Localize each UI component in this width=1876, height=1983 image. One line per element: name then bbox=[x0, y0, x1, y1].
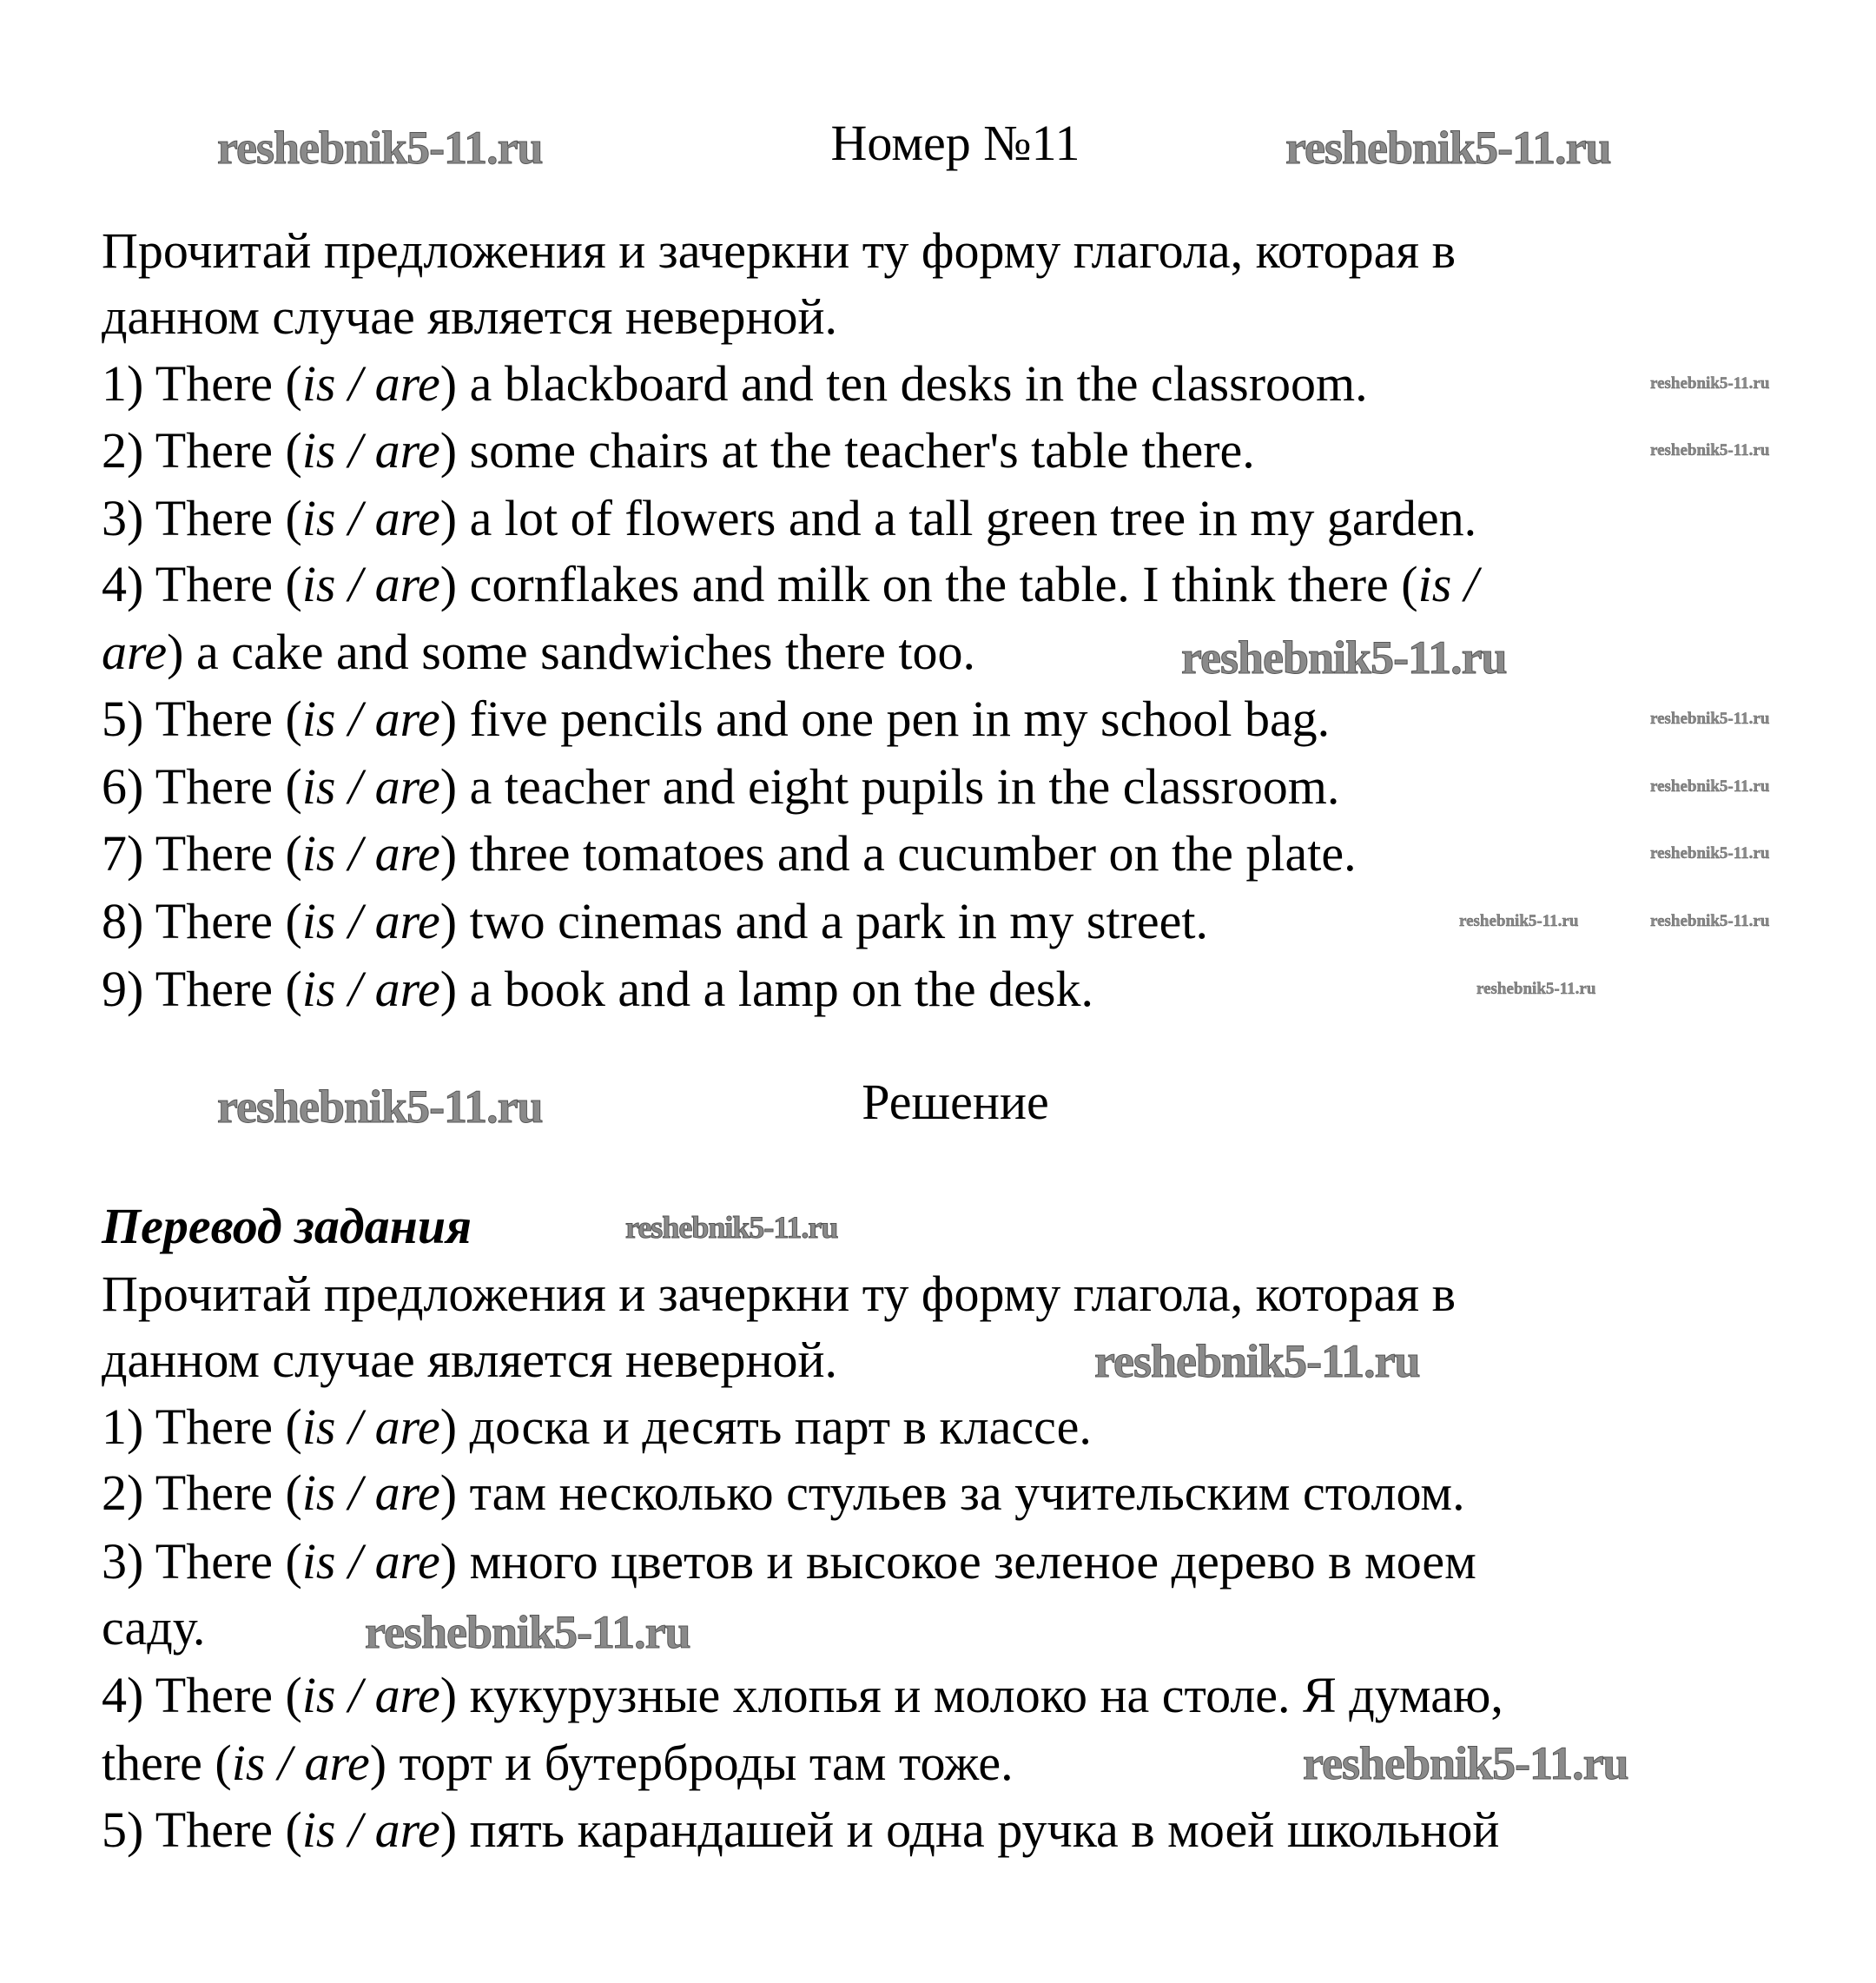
text-segment: 5) There ( bbox=[102, 1801, 302, 1858]
text-segment: ) some chairs at the teacher's table there. bbox=[439, 422, 1255, 479]
verb-choice: is / are bbox=[301, 1667, 440, 1723]
watermark: reshebnik5-11.ru bbox=[1650, 374, 1770, 393]
verb-choice: is / are bbox=[301, 825, 440, 882]
text-segment: 3) There ( bbox=[102, 490, 302, 546]
watermark: reshebnik5-11.ru bbox=[1303, 1737, 1628, 1789]
verb-choice: is / are bbox=[301, 961, 440, 1017]
watermark: reshebnik5-11.ru bbox=[1650, 777, 1770, 796]
text-segment: ) доска и десять парт в классе. bbox=[439, 1398, 1092, 1455]
text-segment: ) a cake and some sandwiches there too. bbox=[167, 624, 976, 680]
text-segment: 1) There ( bbox=[102, 1398, 302, 1455]
verb-choice: is / are bbox=[301, 355, 440, 412]
text-segment: 2) There ( bbox=[102, 422, 302, 479]
watermark: reshebnik5-11.ru bbox=[1650, 710, 1770, 728]
watermark: reshebnik5-11.ru bbox=[1459, 912, 1579, 930]
watermark: reshebnik5-11.ru bbox=[1285, 122, 1611, 174]
task-line bbox=[102, 689, 1330, 750]
text-segment: ) там несколько стульев за учительским столом. bbox=[439, 1464, 1465, 1521]
translation-heading: Перевод задания bbox=[102, 1198, 472, 1254]
translation-line bbox=[102, 1397, 1092, 1458]
verb-choice: is / are bbox=[301, 1464, 440, 1521]
translation-line bbox=[102, 1800, 1499, 1861]
text-segment: 3) There ( bbox=[102, 1533, 302, 1590]
verb-choice: are bbox=[102, 624, 168, 680]
text-segment: ) five pencils and one pen in my school bag. bbox=[439, 691, 1331, 747]
verb-choice: is / bbox=[1417, 556, 1478, 612]
task-line bbox=[102, 488, 1476, 549]
task-line bbox=[102, 554, 1478, 615]
text-segment: 2) There ( bbox=[102, 1464, 302, 1521]
task-line bbox=[102, 622, 975, 683]
watermark: reshebnik5-11.ru bbox=[1476, 980, 1596, 998]
translation-line bbox=[102, 1665, 1503, 1726]
task-line bbox=[102, 823, 1357, 884]
watermark: reshebnik5-11.ru bbox=[1650, 441, 1770, 459]
verb-choice: is / are bbox=[301, 1533, 440, 1590]
watermark: reshebnik5-11.ru bbox=[365, 1606, 690, 1658]
task-line bbox=[102, 221, 1456, 281]
watermark: reshebnik5-11.ru bbox=[1650, 844, 1770, 863]
text-segment: ) кукурузные хлопья и молоко на столе. Я думаю, bbox=[439, 1667, 1503, 1723]
text-segment: ) пять карандашей и одна ручка в моей школьной bbox=[439, 1801, 1500, 1858]
text-segment: ) a teacher and eight pupils in the classroom. bbox=[439, 758, 1340, 815]
verb-choice: is / are bbox=[301, 1801, 440, 1858]
verb-choice: is / are bbox=[301, 422, 440, 479]
text-segment: 8) There ( bbox=[102, 893, 302, 949]
verb-choice: is / are bbox=[301, 490, 440, 546]
translation-line bbox=[102, 1463, 1465, 1524]
translation-line bbox=[102, 1597, 205, 1658]
translation-line bbox=[102, 1733, 1014, 1794]
task-line bbox=[102, 757, 1339, 817]
text-segment: Прочитай предложения и зачеркни ту форму глагола, которая в bbox=[102, 1266, 1456, 1322]
text-segment: 1) There ( bbox=[102, 355, 302, 412]
text-segment: 9) There ( bbox=[102, 961, 302, 1017]
watermark: reshebnik5-11.ru bbox=[1094, 1335, 1420, 1387]
text-segment: Прочитай предложения и зачеркни ту форму глагола, которая в bbox=[102, 222, 1456, 279]
text-segment: данном случае является неверной. bbox=[102, 288, 838, 345]
translation-line bbox=[102, 1330, 837, 1391]
verb-choice: is / are bbox=[301, 758, 440, 815]
text-segment: ) three tomatoes and a cucumber on the plate. bbox=[439, 825, 1357, 882]
verb-choice: is / are bbox=[301, 556, 440, 612]
text-segment: ) много цветов и высокое зеленое дерево в моем bbox=[439, 1533, 1476, 1590]
text-segment: данном случае является неверной. bbox=[102, 1332, 838, 1388]
text-segment: ) a blackboard and ten desks in the classroom. bbox=[439, 355, 1368, 412]
watermark: reshebnik5-11.ru bbox=[217, 1081, 543, 1133]
text-segment: ) a book and a lamp on the desk. bbox=[439, 961, 1093, 1017]
text-segment: there ( bbox=[102, 1735, 232, 1791]
text-segment: 6) There ( bbox=[102, 758, 302, 815]
task-line bbox=[102, 420, 1255, 481]
text-segment: 5) There ( bbox=[102, 691, 302, 747]
text-segment: 7) There ( bbox=[102, 825, 302, 882]
text-segment: ) a lot of flowers and a tall green tree in my garden. bbox=[439, 490, 1477, 546]
task-line bbox=[102, 287, 837, 347]
text-segment: ) торт и бутерброды там тоже. bbox=[369, 1735, 1014, 1791]
solution-title: Решение bbox=[862, 1074, 1049, 1130]
text-segment: 4) There ( bbox=[102, 1667, 302, 1723]
text-segment: саду. bbox=[102, 1599, 206, 1656]
watermark: reshebnik5-11.ru bbox=[1650, 912, 1770, 930]
verb-choice: is / are bbox=[301, 1398, 440, 1455]
watermark: reshebnik5-11.ru bbox=[217, 122, 543, 174]
text-segment: ) two cinemas and a park in my street. bbox=[439, 893, 1208, 949]
text-segment: 4) There ( bbox=[102, 556, 302, 612]
watermark: reshebnik5-11.ru bbox=[625, 1210, 838, 1245]
verb-choice: is / are bbox=[301, 691, 440, 747]
translation-line bbox=[102, 1531, 1476, 1592]
verb-choice: is / are bbox=[231, 1735, 370, 1791]
task-line bbox=[102, 959, 1093, 1020]
page-title: Номер №11 bbox=[830, 115, 1080, 171]
text-segment: ) cornflakes and milk on the table. I think there ( bbox=[439, 556, 1418, 612]
task-line bbox=[102, 354, 1368, 414]
verb-choice: is / are bbox=[301, 893, 440, 949]
task-line bbox=[102, 891, 1208, 952]
translation-line bbox=[102, 1264, 1456, 1325]
watermark: reshebnik5-11.ru bbox=[1181, 631, 1507, 684]
